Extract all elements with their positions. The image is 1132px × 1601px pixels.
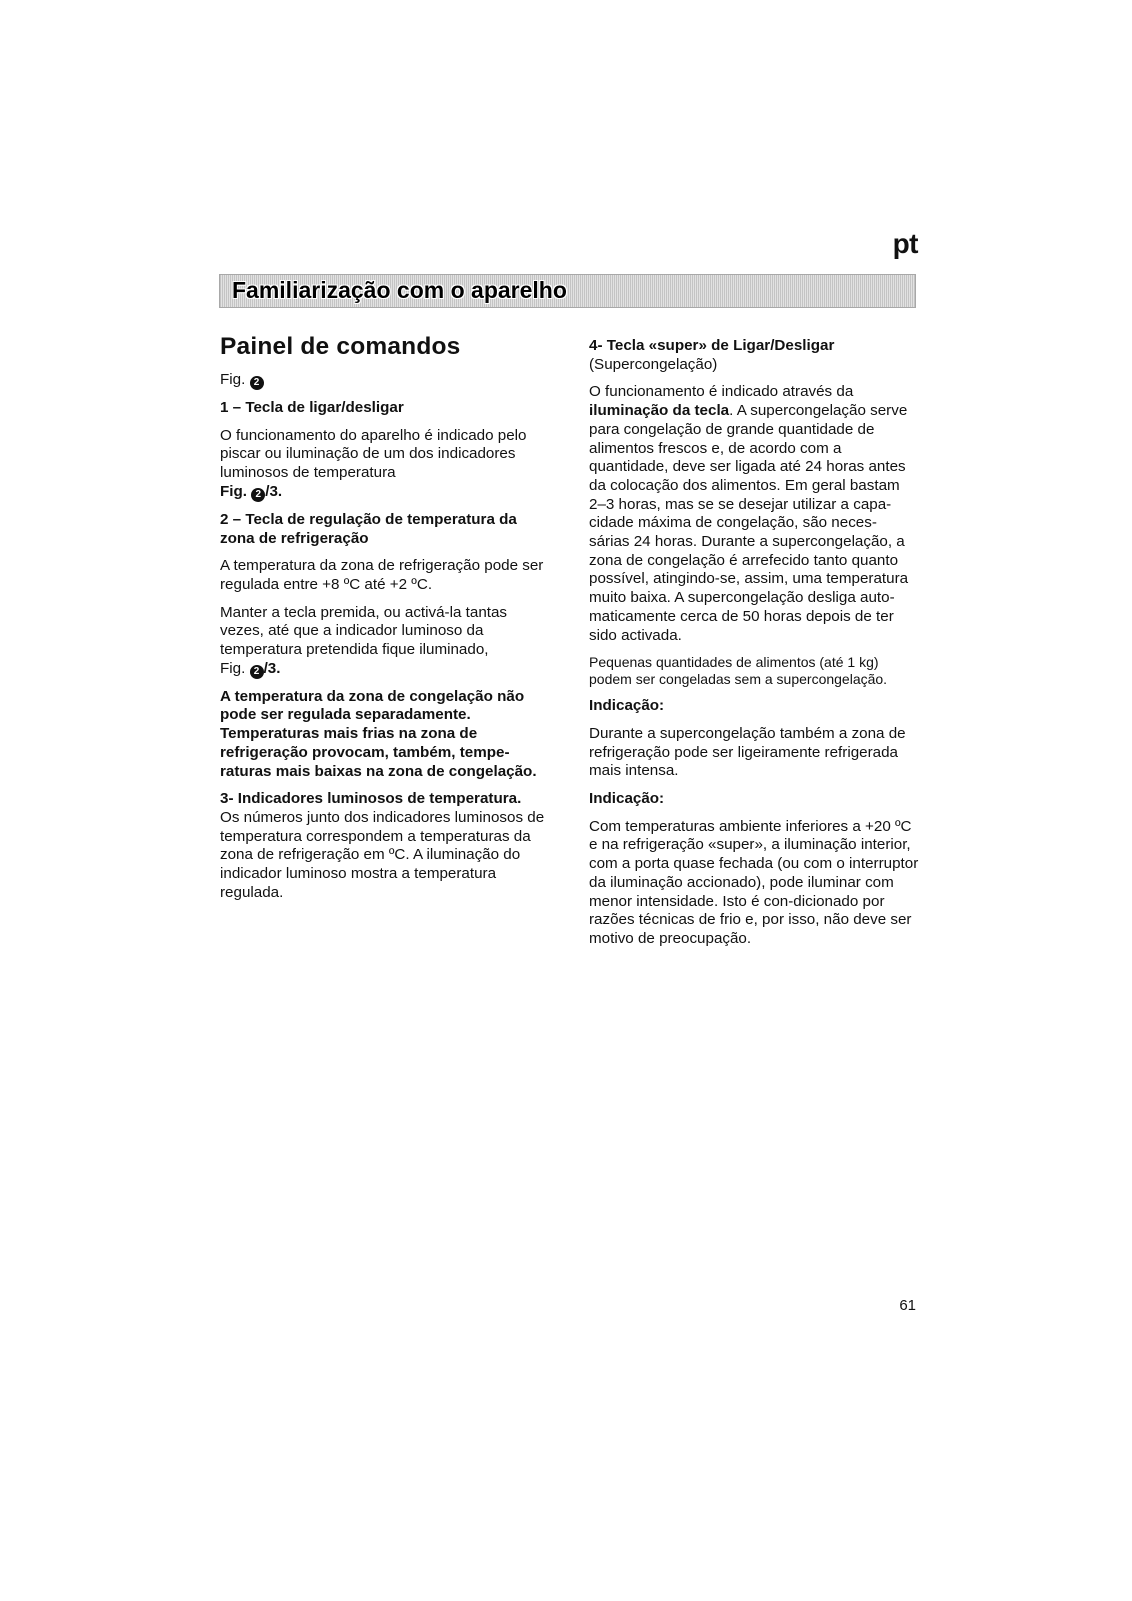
item-2-text: Manter a tecla premida, ou activá-la tantas vezes, até que a indicador luminoso da temperatura pretendida fique iluminado, [220, 603, 508, 659]
figure-number-badge: 2 [250, 376, 264, 390]
item-2-fig-tail: /3. [263, 659, 281, 677]
note-1-text: Durante a supercongelação também a zona de refrigeração pode ser ligeiramente refrigerada mais intensa. [589, 724, 906, 780]
language-tag: pt [892, 228, 918, 259]
item-3-paragraph [220, 790, 550, 902]
section-title: Familiarização com o aparelho [232, 277, 567, 303]
item-2-paragraph-2 [220, 604, 550, 679]
page-heading: Painel de comandos [220, 333, 461, 360]
note-1-label: Indicação: [589, 697, 665, 715]
item-3-text: Os números junto dos indicadores luminosos de temperatura correspondem a temperaturas da zona de refrigeração em ºC. A iluminação do indicador luminoso mostra a temperatura regulada. [220, 808, 545, 901]
item-1-fig-tail: /3. [265, 482, 283, 500]
item-4-block [589, 337, 919, 374]
item-1-heading: 1 – Tecla de ligar/desligar [220, 399, 404, 416]
figure-reference [220, 371, 550, 390]
note-2-text: Com temperaturas ambiente inferiores a +20 ºC e na refrigeração «super», a iluminação interior, com a porta quase fechada (ou com o interruptor da iluminação accionado), pode iluminar com menor intensidade. Isto é con-dicionado por razões técnicas de frio e, por isso, não deve ser motivo de preocupação. [589, 817, 919, 947]
item-2-fig-label: Fig. [220, 659, 246, 677]
page-number: 61 [899, 1297, 916, 1314]
item-2-paragraph-1: A temperatura da zona de refrigeração pode ser regulada entre +8 ºC até +2 ºC. [220, 557, 544, 593]
item-1-fig-label: Fig. [220, 482, 247, 500]
small-quantities-paragraph: Pequenas quantidades de alimentos (até 1 kg) podem ser congeladas sem a supercongelação. [589, 654, 888, 688]
item-1-fig-badge: 2 [251, 488, 265, 502]
left-column [220, 332, 550, 911]
item-4-subtitle: (Supercongelação) [589, 355, 718, 373]
section-header-bar [219, 274, 916, 308]
note-2-label: Indicação: [589, 790, 665, 808]
item-4-heading: 4- Tecla «super» de Ligar/Desligar [589, 337, 835, 354]
item-3-heading: 3- Indicadores luminosos de temperatura. [220, 790, 522, 808]
item-2-heading: 2 – Tecla de regulação de temperatura da zona de refrigeração [220, 510, 517, 547]
warning-paragraph: A temperatura da zona de congelação não pode ser regulada separadamente. Temperaturas mais frias na zona de refrigeração provocam, também, tempe-raturas mais baixas na zona de congelação. [220, 687, 537, 780]
item-1-paragraph [220, 427, 550, 502]
item-1-text: O funcionamento do aparelho é indicado pelo piscar ou iluminação de um dos indicadores luminosos de temperatura [220, 426, 527, 482]
item-4-paragraph [589, 383, 919, 645]
item-4-text-b: . A supercongelação serve para congelação de grande quantidade de alimentos frescos e, de acordo com a quantidade, deve ser ligada até 24 horas antes da colocação dos alimentos. Em geral bastam 2–3 horas, mas se se desejar utilizar a capa-cidade máxima de congelação, são neces- sárias 24 horas. Durante a supercongelação, a zona de congelação é arrefecido tanto quanto possível, atingindo-se, assim, uma temperatura muito baixa. A supercongelação desliga auto-maticamente cerca de 50 horas depois de ter sido activada. [589, 402, 909, 644]
item-2-fig-badge: 2 [250, 665, 264, 679]
item-4-text-bold: iluminação da tecla [589, 402, 730, 420]
figure-label: Fig. [220, 371, 246, 388]
item-4-text-a: O funcionamento é indicado através da [589, 383, 854, 401]
right-column [589, 337, 919, 958]
